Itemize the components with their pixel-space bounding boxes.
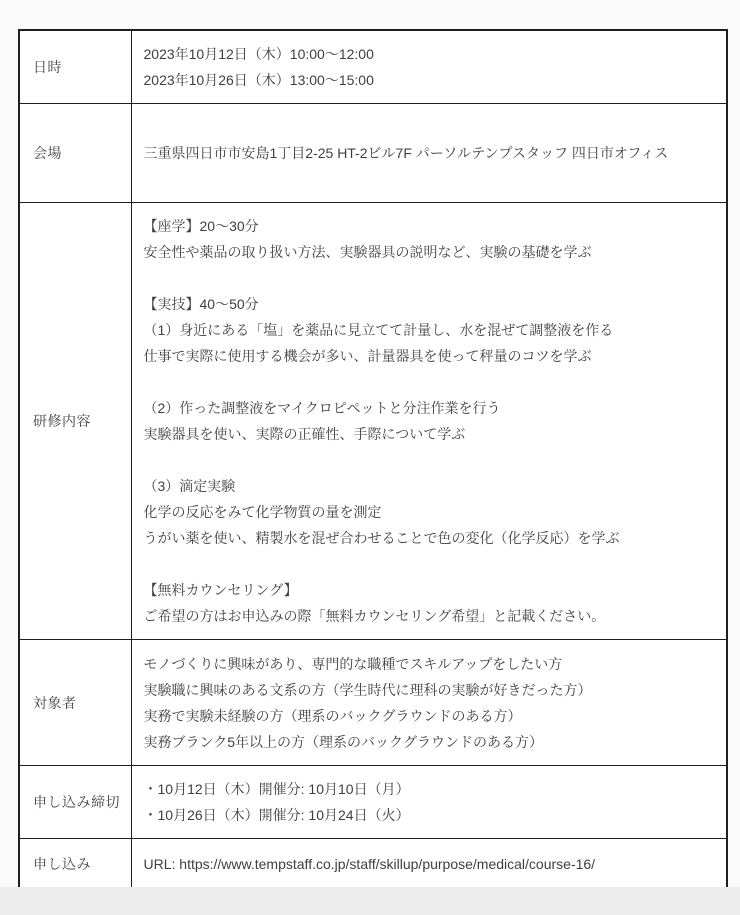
datetime-line-2: 2023年10月26日（木）13:00～15:00 xyxy=(143,72,374,88)
curriculum-counseling-desc: ご希望の方はお申込みの際「無料カウンセリング希望」と記載ください。 xyxy=(143,608,606,624)
curriculum-practice-3: （3）滴定実験 xyxy=(143,478,236,494)
bottom-strip xyxy=(0,887,740,915)
table-row-venue xyxy=(19,104,727,203)
curriculum-counseling-heading: 【無料カウンセリング】 xyxy=(143,582,298,598)
row-content-application xyxy=(131,839,727,890)
table-row-application xyxy=(19,839,727,890)
application-url: URL: https://www.tempstaff.co.jp/staff/skillup/purpose/medical/course-16/ xyxy=(143,855,596,872)
table-row-audience xyxy=(19,640,727,766)
curriculum-practice-heading: 【実技】40～50分 xyxy=(143,296,259,312)
blank-line xyxy=(144,551,715,577)
row-label-datetime: 日時 xyxy=(19,30,131,104)
curriculum-practice-2-desc: 実験器具を使い、実際の正確性、手際について学ぶ xyxy=(143,426,466,442)
blank-line xyxy=(144,447,715,473)
curriculum-practice-2: （2）作った調整液をマイクロピペットと分注作業を行う xyxy=(143,400,501,416)
venue-address: 三重県四日市市安島1丁目2-25 HT-2ビル7F パーソルテンプスタッフ 四日市オフィス xyxy=(143,145,669,161)
curriculum-practice-3-desc-2: うがい薬を使い、精製水を混ぜ合わせることで色の変化（化学反応）を学ぶ xyxy=(143,530,620,546)
audience-line-2: 実験職に興味のある文系の方（学生時代に理科の実験が好きだった方） xyxy=(143,681,592,698)
training-info-table xyxy=(18,29,728,891)
datetime-line-1: 2023年10月12日（木）10:00～12:00 xyxy=(143,46,374,62)
curriculum-practice-3-desc-1: 化学の反応をみて化学物質の量を測定 xyxy=(143,504,382,520)
blank-line xyxy=(144,265,715,291)
row-content-datetime xyxy=(131,30,727,104)
row-label-venue: 会場 xyxy=(19,104,131,203)
blank-line xyxy=(144,369,715,395)
row-label-deadline: 申し込み締切 xyxy=(19,766,131,839)
audience-line-4: 実務ブランク5年以上の方（理系のバックグラウンドのある方） xyxy=(143,733,544,750)
curriculum-lecture-heading: 【座学】20～30分 xyxy=(143,218,259,234)
deadline-line-2: ・10月26日（木）開催分: 10月24日（火） xyxy=(143,807,410,823)
table-row-datetime xyxy=(19,30,727,104)
row-content-deadline xyxy=(131,766,727,839)
row-label-audience: 対象者 xyxy=(19,640,131,766)
row-label-curriculum: 研修内容 xyxy=(19,203,131,640)
row-label-application: 申し込み xyxy=(19,839,131,890)
row-content-venue xyxy=(131,104,727,203)
curriculum-lecture-desc: 安全性や薬品の取り扱い方法、実験器具の説明など、実験の基礎を学ぶ xyxy=(143,244,592,260)
audience-line-1: モノづくりに興味があり、専門的な職種でスキルアップをしたい方 xyxy=(143,655,563,672)
row-content-audience xyxy=(131,640,727,766)
deadline-line-1: ・10月12日（木）開催分: 10月10日（月） xyxy=(143,781,410,797)
row-content-curriculum xyxy=(131,203,727,640)
curriculum-practice-1: （1）身近にある「塩」を薬品に見立てて計量し、水を混ぜて調整液を作る xyxy=(143,322,614,338)
curriculum-practice-1-desc: 仕事で実際に使用する機会が多い、計量器具を使って秤量のコツを学ぶ xyxy=(143,348,592,364)
audience-line-3: 実務で実験未経験の方（理系のバックグラウンドのある方） xyxy=(143,707,522,724)
table-row-curriculum xyxy=(19,203,727,640)
table-row-deadline xyxy=(19,766,727,839)
